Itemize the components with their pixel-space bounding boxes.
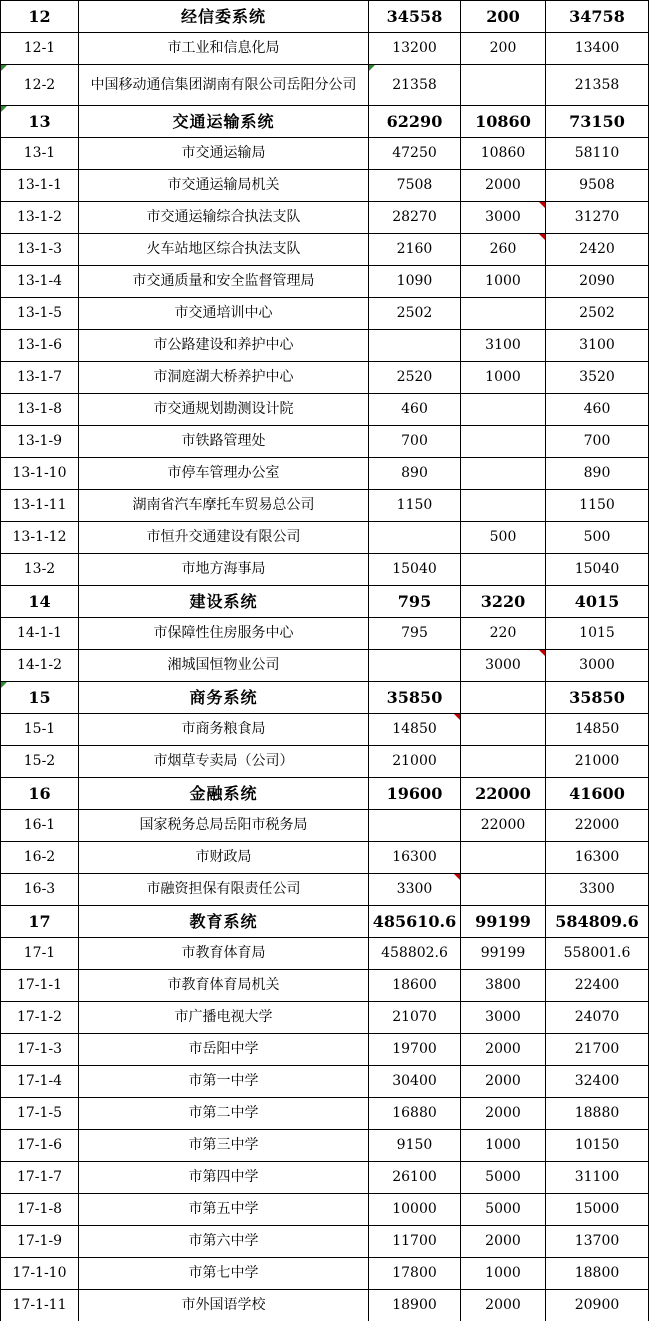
table-row bbox=[1, 426, 649, 458]
code-cell[interactable]: 13-1-1 bbox=[1, 170, 79, 202]
table-row bbox=[1, 1162, 649, 1194]
formula-indicator-icon bbox=[1, 65, 7, 71]
total-cell[interactable]: 32400 bbox=[546, 1066, 649, 1098]
code-cell[interactable]: 14-1-1 bbox=[1, 618, 79, 650]
table-row bbox=[1, 33, 649, 65]
unit-name-cell[interactable]: 市停车管理办公室 bbox=[79, 458, 369, 490]
amount-b-cell[interactable]: 99199 bbox=[461, 906, 546, 938]
amount-b-cell[interactable]: 22000 bbox=[461, 778, 546, 810]
unit-name-cell[interactable]: 市地方海事局 bbox=[79, 554, 369, 586]
unit-name-cell[interactable]: 市交通规划勘测设计院 bbox=[79, 394, 369, 426]
unit-name-cell[interactable]: 市第四中学 bbox=[79, 1162, 369, 1194]
unit-name-cell[interactable]: 市保障性住房服务中心 bbox=[79, 618, 369, 650]
amount-a-cell[interactable]: 28270 bbox=[369, 202, 461, 234]
amount-a-cell[interactable]: 13200 bbox=[369, 33, 461, 65]
amount-b-cell[interactable]: 2000 bbox=[461, 170, 546, 202]
amount-a-cell[interactable]: 795 bbox=[369, 618, 461, 650]
unit-name-cell[interactable]: 市交通质量和安全监督管理局 bbox=[79, 266, 369, 298]
total-cell[interactable]: 2502 bbox=[546, 298, 649, 330]
table-row bbox=[1, 234, 649, 266]
table-row bbox=[1, 170, 649, 202]
amount-a-cell[interactable]: 19700 bbox=[369, 1034, 461, 1066]
amount-a-cell[interactable]: 3300 bbox=[369, 874, 461, 906]
table-row bbox=[1, 746, 649, 778]
amount-b-cell[interactable] bbox=[461, 714, 546, 746]
comment-indicator-icon bbox=[454, 714, 460, 720]
unit-name-cell[interactable]: 湘城国恒物业公司 bbox=[79, 650, 369, 682]
total-cell[interactable]: 4015 bbox=[546, 586, 649, 618]
unit-name-cell[interactable]: 市交通运输综合执法支队 bbox=[79, 202, 369, 234]
table-row bbox=[1, 1098, 649, 1130]
amount-a-cell[interactable] bbox=[369, 810, 461, 842]
code-cell[interactable]: 16-3 bbox=[1, 874, 79, 906]
amount-b-cell[interactable]: 3800 bbox=[461, 970, 546, 1002]
formula-indicator-icon bbox=[369, 65, 375, 71]
unit-name-cell[interactable]: 金融系统 bbox=[79, 778, 369, 810]
formula-indicator-icon bbox=[1, 682, 7, 688]
amount-a-cell[interactable]: 890 bbox=[369, 458, 461, 490]
total-cell[interactable]: 1150 bbox=[546, 490, 649, 522]
total-cell[interactable]: 10150 bbox=[546, 1130, 649, 1162]
unit-name-cell[interactable]: 市第一中学 bbox=[79, 1066, 369, 1098]
amount-b-cell[interactable]: 1000 bbox=[461, 1130, 546, 1162]
amount-a-cell[interactable]: 458802.6 bbox=[369, 938, 461, 970]
total-cell[interactable]: 13400 bbox=[546, 33, 649, 65]
total-cell[interactable]: 2420 bbox=[546, 234, 649, 266]
amount-b-cell[interactable] bbox=[461, 65, 546, 106]
table-row bbox=[1, 202, 649, 234]
amount-a-cell[interactable]: 18600 bbox=[369, 970, 461, 1002]
table-row bbox=[1, 298, 649, 330]
total-cell[interactable]: 35850 bbox=[546, 682, 649, 714]
total-cell[interactable]: 24070 bbox=[546, 1002, 649, 1034]
amount-b-cell[interactable]: 99199 bbox=[461, 938, 546, 970]
table-row bbox=[1, 842, 649, 874]
amount-a-cell[interactable]: 18900 bbox=[369, 1290, 461, 1321]
amount-a-cell[interactable]: 19600 bbox=[369, 778, 461, 810]
amount-b-cell[interactable]: 220 bbox=[461, 618, 546, 650]
unit-name-cell[interactable]: 市第七中学 bbox=[79, 1258, 369, 1290]
total-cell[interactable]: 21700 bbox=[546, 1034, 649, 1066]
amount-a-cell[interactable]: 2502 bbox=[369, 298, 461, 330]
amount-a-cell[interactable]: 21070 bbox=[369, 1002, 461, 1034]
unit-name-cell[interactable]: 市洞庭湖大桥养护中心 bbox=[79, 362, 369, 394]
amount-a-cell[interactable]: 9150 bbox=[369, 1130, 461, 1162]
table-row bbox=[1, 650, 649, 682]
total-cell[interactable]: 500 bbox=[546, 522, 649, 554]
code-cell[interactable]: 13-1-12 bbox=[1, 522, 79, 554]
code-cell[interactable]: 17-1-6 bbox=[1, 1130, 79, 1162]
total-cell[interactable]: 18880 bbox=[546, 1098, 649, 1130]
amount-a-cell[interactable]: 795 bbox=[369, 586, 461, 618]
unit-name-cell[interactable]: 市商务粮食局 bbox=[79, 714, 369, 746]
code-cell[interactable]: 14-1-2 bbox=[1, 650, 79, 682]
amount-a-cell[interactable]: 30400 bbox=[369, 1066, 461, 1098]
unit-name-cell[interactable]: 建设系统 bbox=[79, 586, 369, 618]
total-cell[interactable]: 21358 bbox=[546, 65, 649, 106]
comment-indicator-icon bbox=[539, 650, 545, 656]
amount-a-cell[interactable]: 26100 bbox=[369, 1162, 461, 1194]
total-cell[interactable]: 20900 bbox=[546, 1290, 649, 1321]
table-row bbox=[1, 1226, 649, 1258]
table-row bbox=[1, 1034, 649, 1066]
amount-b-cell[interactable] bbox=[461, 426, 546, 458]
code-cell[interactable]: 15 bbox=[1, 682, 79, 714]
code-cell[interactable]: 14 bbox=[1, 586, 79, 618]
total-cell[interactable]: 1015 bbox=[546, 618, 649, 650]
amount-a-cell[interactable]: 460 bbox=[369, 394, 461, 426]
code-cell[interactable]: 17-1-2 bbox=[1, 1002, 79, 1034]
unit-name-cell[interactable]: 市第三中学 bbox=[79, 1130, 369, 1162]
amount-a-cell[interactable] bbox=[369, 522, 461, 554]
code-cell[interactable]: 13-2 bbox=[1, 554, 79, 586]
unit-name-cell[interactable]: 市第二中学 bbox=[79, 1098, 369, 1130]
amount-a-cell[interactable]: 2520 bbox=[369, 362, 461, 394]
total-cell[interactable]: 9508 bbox=[546, 170, 649, 202]
code-cell[interactable]: 13 bbox=[1, 106, 79, 138]
unit-name-cell[interactable]: 国家税务总局岳阳市税务局 bbox=[79, 810, 369, 842]
unit-name-cell[interactable]: 市恒升交通建设有限公司 bbox=[79, 522, 369, 554]
total-cell[interactable]: 41600 bbox=[546, 778, 649, 810]
table-row bbox=[1, 490, 649, 522]
total-cell[interactable]: 890 bbox=[546, 458, 649, 490]
code-cell[interactable]: 13-1-6 bbox=[1, 330, 79, 362]
table-row bbox=[1, 138, 649, 170]
code-cell[interactable]: 13-1 bbox=[1, 138, 79, 170]
table-row bbox=[1, 874, 649, 906]
code-cell[interactable]: 16-1 bbox=[1, 810, 79, 842]
amount-a-cell[interactable] bbox=[369, 650, 461, 682]
unit-name-cell[interactable]: 经信委系统 bbox=[79, 1, 369, 33]
total-cell[interactable]: 15040 bbox=[546, 554, 649, 586]
code-cell[interactable]: 13-1-4 bbox=[1, 266, 79, 298]
amount-b-cell[interactable]: 2000 bbox=[461, 1226, 546, 1258]
unit-name-cell[interactable]: 湖南省汽车摩托车贸易总公司 bbox=[79, 490, 369, 522]
code-cell[interactable]: 17-1-10 bbox=[1, 1258, 79, 1290]
code-cell[interactable]: 17 bbox=[1, 906, 79, 938]
code-cell[interactable]: 16-2 bbox=[1, 842, 79, 874]
amount-a-cell[interactable]: 15040 bbox=[369, 554, 461, 586]
code-cell[interactable]: 17-1-4 bbox=[1, 1066, 79, 1098]
table-row bbox=[1, 1258, 649, 1290]
table-row bbox=[1, 938, 649, 970]
total-cell[interactable]: 700 bbox=[546, 426, 649, 458]
amount-b-cell[interactable]: 3000 bbox=[461, 1002, 546, 1034]
amount-b-cell[interactable]: 10860 bbox=[461, 106, 546, 138]
amount-b-cell[interactable]: 1000 bbox=[461, 362, 546, 394]
amount-b-cell[interactable]: 3000 bbox=[461, 650, 546, 682]
table-row bbox=[1, 810, 649, 842]
code-cell[interactable]: 12-1 bbox=[1, 33, 79, 65]
amount-a-cell[interactable]: 10000 bbox=[369, 1194, 461, 1226]
amount-b-cell[interactable]: 5000 bbox=[461, 1162, 546, 1194]
code-cell[interactable]: 12-2 bbox=[1, 65, 79, 106]
amount-a-cell[interactable]: 485610.6 bbox=[369, 906, 461, 938]
total-cell[interactable]: 558001.6 bbox=[546, 938, 649, 970]
amount-a-cell[interactable]: 1090 bbox=[369, 266, 461, 298]
code-cell[interactable]: 13-1-9 bbox=[1, 426, 79, 458]
amount-b-cell[interactable]: 3000 bbox=[461, 202, 546, 234]
unit-name-cell[interactable]: 市岳阳中学 bbox=[79, 1034, 369, 1066]
amount-a-cell[interactable]: 21000 bbox=[369, 746, 461, 778]
amount-b-cell[interactable] bbox=[461, 458, 546, 490]
code-cell[interactable]: 17-1-8 bbox=[1, 1194, 79, 1226]
amount-a-cell[interactable]: 700 bbox=[369, 426, 461, 458]
total-cell[interactable]: 58110 bbox=[546, 138, 649, 170]
amount-b-cell[interactable] bbox=[461, 554, 546, 586]
code-cell[interactable]: 12 bbox=[1, 1, 79, 33]
amount-b-cell[interactable] bbox=[461, 874, 546, 906]
amount-a-cell[interactable]: 35850 bbox=[369, 682, 461, 714]
total-cell[interactable]: 460 bbox=[546, 394, 649, 426]
amount-a-cell[interactable]: 16880 bbox=[369, 1098, 461, 1130]
unit-name-cell[interactable]: 市公路建设和养护中心 bbox=[79, 330, 369, 362]
unit-name-cell[interactable]: 商务系统 bbox=[79, 682, 369, 714]
amount-b-cell[interactable] bbox=[461, 682, 546, 714]
code-cell[interactable]: 17-1 bbox=[1, 938, 79, 970]
unit-name-cell[interactable]: 市第五中学 bbox=[79, 1194, 369, 1226]
amount-a-cell[interactable]: 16300 bbox=[369, 842, 461, 874]
total-cell[interactable]: 3000 bbox=[546, 650, 649, 682]
amount-a-cell[interactable]: 14850 bbox=[369, 714, 461, 746]
unit-name-cell[interactable]: 市第六中学 bbox=[79, 1226, 369, 1258]
group-row bbox=[1, 778, 649, 810]
amount-b-cell[interactable]: 3100 bbox=[461, 330, 546, 362]
table-row bbox=[1, 362, 649, 394]
table-row bbox=[1, 1130, 649, 1162]
amount-b-cell[interactable]: 2000 bbox=[461, 1066, 546, 1098]
table-row bbox=[1, 394, 649, 426]
amount-b-cell[interactable]: 3220 bbox=[461, 586, 546, 618]
unit-name-cell[interactable]: 中国移动通信集团湖南有限公司岳阳分公司 bbox=[79, 65, 369, 106]
amount-a-cell[interactable]: 47250 bbox=[369, 138, 461, 170]
table-row bbox=[1, 554, 649, 586]
unit-name-cell[interactable]: 市交通运输局 bbox=[79, 138, 369, 170]
unit-name-cell[interactable]: 火车站地区综合执法支队 bbox=[79, 234, 369, 266]
amount-b-cell[interactable] bbox=[461, 490, 546, 522]
unit-name-cell[interactable]: 市外国语学校 bbox=[79, 1290, 369, 1321]
total-cell[interactable]: 16300 bbox=[546, 842, 649, 874]
total-cell[interactable]: 15000 bbox=[546, 1194, 649, 1226]
table-row bbox=[1, 522, 649, 554]
table-row bbox=[1, 618, 649, 650]
amount-b-cell[interactable]: 2000 bbox=[461, 1098, 546, 1130]
amount-b-cell[interactable] bbox=[461, 842, 546, 874]
unit-name-cell[interactable]: 交通运输系统 bbox=[79, 106, 369, 138]
budget-table-body bbox=[1, 1, 649, 1321]
code-cell[interactable]: 13-1-3 bbox=[1, 234, 79, 266]
amount-a-cell[interactable]: 62290 bbox=[369, 106, 461, 138]
total-cell[interactable]: 13700 bbox=[546, 1226, 649, 1258]
group-row bbox=[1, 1, 649, 33]
code-cell[interactable]: 17-1-7 bbox=[1, 1162, 79, 1194]
total-cell[interactable]: 584809.6 bbox=[546, 906, 649, 938]
amount-b-cell[interactable] bbox=[461, 298, 546, 330]
code-cell[interactable]: 17-1-3 bbox=[1, 1034, 79, 1066]
comment-indicator-icon bbox=[539, 202, 545, 208]
amount-b-cell[interactable] bbox=[461, 394, 546, 426]
amount-a-cell[interactable]: 2160 bbox=[369, 234, 461, 266]
table-row bbox=[1, 970, 649, 1002]
code-cell[interactable]: 13-1-7 bbox=[1, 362, 79, 394]
amount-a-cell[interactable]: 7508 bbox=[369, 170, 461, 202]
code-cell[interactable]: 17-1-1 bbox=[1, 970, 79, 1002]
code-cell[interactable]: 16 bbox=[1, 778, 79, 810]
code-cell[interactable]: 17-1-9 bbox=[1, 1226, 79, 1258]
total-cell[interactable]: 3520 bbox=[546, 362, 649, 394]
table-row bbox=[1, 1290, 649, 1321]
table-row bbox=[1, 458, 649, 490]
amount-a-cell[interactable]: 17800 bbox=[369, 1258, 461, 1290]
total-cell[interactable]: 34758 bbox=[546, 1, 649, 33]
group-row bbox=[1, 106, 649, 138]
code-cell[interactable]: 15-1 bbox=[1, 714, 79, 746]
amount-b-cell[interactable]: 200 bbox=[461, 1, 546, 33]
amount-b-cell[interactable]: 10860 bbox=[461, 138, 546, 170]
code-cell[interactable]: 17-1-11 bbox=[1, 1290, 79, 1321]
amount-b-cell[interactable]: 5000 bbox=[461, 1194, 546, 1226]
total-cell[interactable]: 31100 bbox=[546, 1162, 649, 1194]
unit-name-cell[interactable]: 市交通运输局机关 bbox=[79, 170, 369, 202]
unit-name-cell[interactable]: 市财政局 bbox=[79, 842, 369, 874]
amount-b-cell[interactable]: 2000 bbox=[461, 1034, 546, 1066]
unit-name-cell[interactable]: 市广播电视大学 bbox=[79, 1002, 369, 1034]
group-row bbox=[1, 682, 649, 714]
code-cell[interactable]: 15-2 bbox=[1, 746, 79, 778]
amount-a-cell[interactable]: 34558 bbox=[369, 1, 461, 33]
total-cell[interactable]: 3100 bbox=[546, 330, 649, 362]
amount-b-cell[interactable] bbox=[461, 746, 546, 778]
unit-name-cell[interactable]: 市铁路管理处 bbox=[79, 426, 369, 458]
amount-b-cell[interactable]: 260 bbox=[461, 234, 546, 266]
code-cell[interactable]: 13-1-5 bbox=[1, 298, 79, 330]
total-cell[interactable]: 21000 bbox=[546, 746, 649, 778]
formula-indicator-icon bbox=[1, 106, 7, 112]
amount-a-cell[interactable] bbox=[369, 330, 461, 362]
total-cell[interactable]: 14850 bbox=[546, 714, 649, 746]
table-row bbox=[1, 714, 649, 746]
total-cell[interactable]: 22400 bbox=[546, 970, 649, 1002]
code-cell[interactable]: 13-1-11 bbox=[1, 490, 79, 522]
table-row bbox=[1, 1002, 649, 1034]
unit-name-cell[interactable]: 市交通培训中心 bbox=[79, 298, 369, 330]
amount-b-cell[interactable]: 200 bbox=[461, 33, 546, 65]
total-cell[interactable]: 22000 bbox=[546, 810, 649, 842]
amount-b-cell[interactable]: 1000 bbox=[461, 1258, 546, 1290]
code-cell[interactable]: 13-1-10 bbox=[1, 458, 79, 490]
amount-b-cell[interactable]: 22000 bbox=[461, 810, 546, 842]
table-row bbox=[1, 1066, 649, 1098]
group-row bbox=[1, 906, 649, 938]
unit-name-cell[interactable]: 市教育体育局机关 bbox=[79, 970, 369, 1002]
code-cell[interactable]: 13-1-2 bbox=[1, 202, 79, 234]
code-cell[interactable]: 17-1-5 bbox=[1, 1098, 79, 1130]
table-row bbox=[1, 1194, 649, 1226]
table-row bbox=[1, 330, 649, 362]
table-row bbox=[1, 266, 649, 298]
comment-indicator-icon bbox=[539, 234, 545, 240]
total-cell[interactable]: 31270 bbox=[546, 202, 649, 234]
amount-b-cell[interactable]: 2000 bbox=[461, 1290, 546, 1321]
comment-indicator-icon bbox=[454, 874, 460, 880]
unit-name-cell[interactable]: 市教育体育局 bbox=[79, 938, 369, 970]
code-cell[interactable]: 13-1-8 bbox=[1, 394, 79, 426]
amount-b-cell[interactable]: 1000 bbox=[461, 266, 546, 298]
total-cell[interactable]: 73150 bbox=[546, 106, 649, 138]
amount-a-cell[interactable]: 11700 bbox=[369, 1226, 461, 1258]
table-row bbox=[1, 65, 649, 106]
unit-name-cell[interactable]: 市融资担保有限责任公司 bbox=[79, 874, 369, 906]
total-cell[interactable]: 3300 bbox=[546, 874, 649, 906]
amount-a-cell[interactable]: 1150 bbox=[369, 490, 461, 522]
amount-b-cell[interactable]: 500 bbox=[461, 522, 546, 554]
group-row bbox=[1, 586, 649, 618]
total-cell[interactable]: 2090 bbox=[546, 266, 649, 298]
unit-name-cell[interactable]: 市烟草专卖局（公司） bbox=[79, 746, 369, 778]
unit-name-cell[interactable]: 教育系统 bbox=[79, 906, 369, 938]
unit-name-cell[interactable]: 市工业和信息化局 bbox=[79, 33, 369, 65]
total-cell[interactable]: 18800 bbox=[546, 1258, 649, 1290]
amount-a-cell[interactable]: 21358 bbox=[369, 65, 461, 106]
